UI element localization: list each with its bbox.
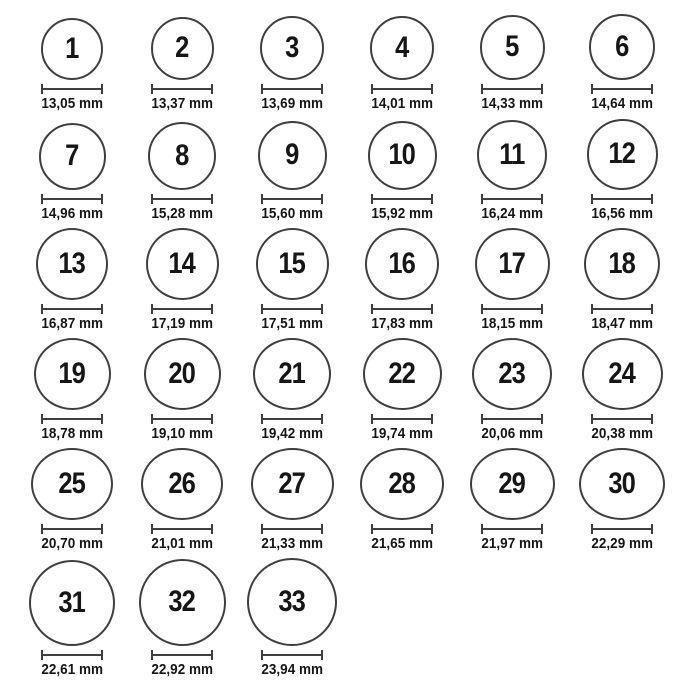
measure-bar [593,308,651,310]
diameter-label: 14,96 mm [41,204,103,222]
measure-tick-right-icon [651,84,653,94]
ring-circle [251,448,334,520]
ring-circle [258,121,327,190]
ring-size-cell [347,338,457,448]
measure-bar [263,308,321,310]
ring-circle [470,448,555,520]
measure-bar [373,308,431,310]
ring-size-cell [237,448,347,558]
ring-circle [589,14,655,80]
ring-circle [31,448,113,520]
ring-circle [39,123,106,190]
diameter-measure-line [481,524,543,534]
ring-size-cell [127,6,237,118]
diameter-measure-line [261,524,323,534]
ring-circle [139,559,226,646]
diameter-label: 17,51 mm [261,314,323,332]
measure-bar [263,88,321,90]
ring-circle [253,338,331,410]
ring-size-cell [567,6,677,118]
measure-tick-right-icon [211,304,213,314]
measure-tick-right-icon [431,304,433,314]
ring-size-number: 4 [395,30,409,64]
diameter-label: 16,56 mm [591,204,653,222]
measure-bar [373,528,431,530]
ring-size-cell [567,118,677,228]
diameter-label: 16,24 mm [481,204,543,222]
ring-circle [480,15,545,80]
measure-tick-right-icon [211,84,213,94]
ring-size-cell [347,6,457,118]
diameter-label: 18,15 mm [481,314,543,332]
ring-circle [41,18,103,80]
measure-tick-right-icon [541,414,543,424]
measure-tick-right-icon [541,304,543,314]
ring-circle [36,228,108,300]
diameter-measure-line [41,650,103,660]
diameter-measure-line [591,524,653,534]
diameter-label: 20,06 mm [481,424,543,442]
diameter-label: 19,10 mm [151,424,213,442]
ring-size-number: 28 [388,466,416,500]
measure-bar [593,418,651,420]
diameter-label: 21,65 mm [371,534,433,552]
ring-circle [34,338,111,410]
diameter-measure-line [151,524,213,534]
measure-bar [43,88,101,90]
measure-tick-right-icon [541,524,543,534]
measure-tick-right-icon [431,524,433,534]
measure-tick-right-icon [101,84,103,94]
measure-tick-right-icon [651,524,653,534]
ring-size-cell [17,338,127,448]
ring-size-number: 2 [175,31,189,65]
diameter-measure-line [151,650,213,660]
ring-size-cell [237,228,347,338]
diameter-measure-line [371,304,433,314]
ring-size-cell [127,448,237,558]
measure-bar [43,418,101,420]
measure-tick-right-icon [101,414,103,424]
diameter-measure-line [591,84,653,94]
measure-bar [483,418,541,420]
measure-tick-right-icon [651,194,653,204]
ring-size-number: 27 [278,466,306,500]
diameter-measure-line [371,194,433,204]
diameter-label: 16,87 mm [41,314,103,332]
ring-size-number: 25 [58,466,86,500]
measure-tick-right-icon [321,650,323,660]
diameter-label: 15,92 mm [371,204,433,222]
measure-bar [43,654,101,656]
ring-size-number: 20 [168,356,196,390]
ring-circle [584,228,660,300]
diameter-label: 13,69 mm [261,94,323,112]
ring-size-cell [457,118,567,228]
measure-bar [263,418,321,420]
ring-size-cell [17,558,127,684]
diameter-label: 22,92 mm [151,660,213,678]
diameter-measure-line [261,414,323,424]
measure-tick-right-icon [651,414,653,424]
ring-size-cell [237,118,347,228]
measure-tick-right-icon [431,414,433,424]
diameter-measure-line [591,414,653,424]
ring-size-number: 13 [58,246,86,280]
ring-size-cell [457,448,567,558]
diameter-measure-line [41,524,103,534]
diameter-label: 21,33 mm [261,534,323,552]
ring-circle [260,16,324,80]
ring-size-number: 5 [505,30,519,64]
diameter-label: 14,33 mm [481,94,543,112]
measure-bar [483,308,541,310]
measure-bar [153,198,211,200]
diameter-measure-line [41,194,103,204]
measure-bar [373,88,431,90]
ring-circle [360,448,444,520]
ring-size-cell [457,6,567,118]
diameter-label: 21,01 mm [151,534,213,552]
measure-tick-right-icon [541,194,543,204]
ring-size-number: 26 [168,466,196,500]
ring-circle [365,228,439,300]
diameter-label: 13,37 mm [151,94,213,112]
ring-size-number: 23 [498,356,526,390]
ring-size-number: 8 [175,138,189,172]
measure-bar [483,528,541,530]
measure-tick-right-icon [651,304,653,314]
ring-size-cell [237,338,347,448]
ring-circle [579,448,665,520]
diameter-label: 21,97 mm [481,534,543,552]
ring-size-number: 16 [388,246,416,280]
diameter-label: 15,28 mm [151,204,213,222]
measure-bar [43,198,101,200]
ring-circle [148,122,216,190]
diameter-label: 15,60 mm [261,204,323,222]
diameter-measure-line [151,304,213,314]
measure-bar [263,654,321,656]
measure-bar [483,88,541,90]
measure-tick-right-icon [101,650,103,660]
ring-size-number: 33 [278,584,306,618]
measure-bar [153,528,211,530]
diameter-label: 14,01 mm [371,94,433,112]
ring-size-number: 18 [608,246,636,280]
ring-size-number: 9 [285,138,299,172]
measure-tick-right-icon [101,194,103,204]
diameter-measure-line [261,194,323,204]
ring-size-cell [457,338,567,448]
ring-circle [370,16,434,80]
diameter-measure-line [261,304,323,314]
diameter-measure-line [481,84,543,94]
diameter-label: 19,74 mm [371,424,433,442]
diameter-label: 20,38 mm [591,424,653,442]
ring-size-cell [347,448,457,558]
ring-size-cell [567,338,677,448]
diameter-measure-line [261,84,323,94]
ring-size-cell [237,558,347,684]
diameter-label: 14,64 mm [591,94,653,112]
ring-size-number: 21 [278,356,306,390]
ring-size-cell [17,448,127,558]
ring-size-cell [457,228,567,338]
ring-circle [368,121,437,190]
measure-bar [153,418,211,420]
diameter-measure-line [371,524,433,534]
ring-circle [151,17,214,80]
ring-size-number: 22 [388,356,416,390]
measure-tick-right-icon [321,414,323,424]
ring-size-cell [17,6,127,118]
diameter-measure-line [481,194,543,204]
diameter-measure-line [151,194,213,204]
measure-bar [263,198,321,200]
diameter-label: 18,47 mm [591,314,653,332]
diameter-label: 17,19 mm [151,314,213,332]
ring-circle [587,119,658,190]
ring-size-cell [17,118,127,228]
diameter-label: 22,61 mm [41,660,103,678]
measure-bar [153,308,211,310]
measure-tick-right-icon [321,194,323,204]
measure-tick-right-icon [431,84,433,94]
ring-size-cell [237,6,347,118]
diameter-measure-line [151,414,213,424]
measure-tick-right-icon [101,524,103,534]
diameter-measure-line [41,84,103,94]
ring-size-cell [347,118,457,228]
measure-bar [483,198,541,200]
ring-size-number: 24 [608,356,636,390]
ring-size-cell [567,228,677,338]
ring-circle [475,228,550,300]
diameter-measure-line [371,414,433,424]
measure-bar [43,528,101,530]
measure-tick-right-icon [431,194,433,204]
ring-size-number: 11 [499,137,525,171]
measure-tick-right-icon [321,524,323,534]
ring-size-number: 29 [498,466,526,500]
ring-circle [582,338,663,410]
ring-size-number: 17 [498,246,526,280]
ring-circle [146,228,219,300]
ring-size-number: 3 [285,30,299,64]
measure-bar [43,308,101,310]
ring-size-number: 10 [388,138,416,172]
ring-size-cell [17,228,127,338]
measure-tick-right-icon [211,414,213,424]
ring-size-cell [347,228,457,338]
ring-size-number: 7 [65,139,79,173]
ring-size-number: 6 [615,29,629,63]
diameter-measure-line [41,414,103,424]
ring-circle [477,120,547,190]
diameter-measure-line [371,84,433,94]
measure-tick-right-icon [321,84,323,94]
measure-bar [153,654,211,656]
measure-tick-right-icon [101,304,103,314]
measure-bar [593,88,651,90]
ring-size-number: 31 [58,585,86,619]
diameter-measure-line [591,194,653,204]
diameter-measure-line [151,84,213,94]
diameter-measure-line [261,650,323,660]
ring-circle [256,228,329,300]
diameter-label: 19,42 mm [261,424,323,442]
ring-circle [29,560,115,646]
ring-size-number: 1 [65,31,79,65]
ring-circle [141,448,223,520]
diameter-label: 23,94 mm [261,660,323,678]
ring-size-number: 19 [58,356,86,390]
measure-bar [263,528,321,530]
diameter-label: 22,29 mm [591,534,653,552]
measure-tick-right-icon [541,84,543,94]
ring-size-cell [127,338,237,448]
ring-size-number: 14 [168,246,196,280]
ring-size-number: 30 [608,466,636,500]
ring-circle [144,338,221,410]
measure-tick-right-icon [321,304,323,314]
measure-bar [153,88,211,90]
measure-tick-right-icon [211,524,213,534]
ring-size-number: 32 [168,585,196,619]
ring-circle [472,338,552,410]
diameter-measure-line [481,304,543,314]
ring-size-number: 12 [608,137,636,171]
ring-size-cell [127,228,237,338]
ring-size-cell [127,558,237,684]
ring-size-grid [17,0,677,684]
ring-circle [363,338,442,410]
measure-bar [593,198,651,200]
diameter-label: 13,05 mm [41,94,103,112]
ring-size-number: 15 [278,246,306,280]
diameter-measure-line [591,304,653,314]
ring-size-cell [127,118,237,228]
diameter-label: 17,83 mm [371,314,433,332]
diameter-label: 18,78 mm [41,424,103,442]
diameter-measure-line [481,414,543,424]
measure-bar [373,418,431,420]
ring-circle [247,558,337,646]
ring-size-cell [567,448,677,558]
measure-tick-right-icon [211,650,213,660]
measure-bar [373,198,431,200]
diameter-measure-line [41,304,103,314]
diameter-label: 20,70 mm [41,534,103,552]
measure-tick-right-icon [211,194,213,204]
measure-bar [593,528,651,530]
